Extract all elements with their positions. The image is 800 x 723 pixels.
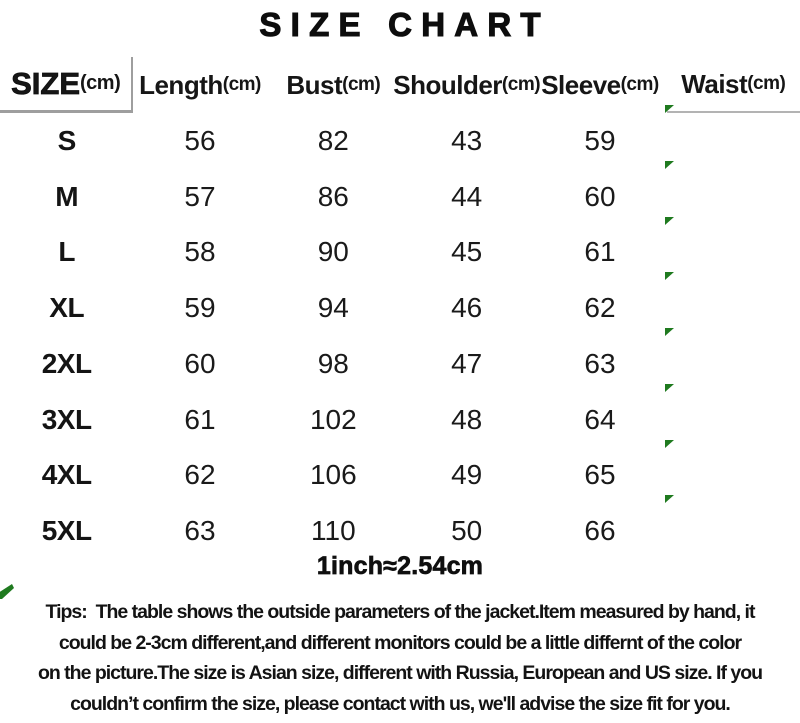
table-row-5xl-waist bbox=[667, 503, 800, 559]
column-header-size-unit: (cm) bbox=[80, 72, 121, 94]
column-header-sleeve-label: Sleeve bbox=[541, 69, 621, 100]
table-row-5xl-bust: 110 bbox=[311, 515, 356, 547]
table-row-m-waist bbox=[667, 169, 800, 225]
column-header-waist bbox=[667, 57, 800, 113]
table-row-5xl-size: 5XL bbox=[41, 515, 92, 547]
green-corner-marker-icon bbox=[665, 495, 674, 503]
table-row-m-shoulder: 44 bbox=[451, 180, 483, 212]
table-row-s-waist bbox=[667, 113, 800, 169]
table-row-xl-waist bbox=[667, 280, 800, 336]
table-row-3xl-length: 61 bbox=[184, 403, 216, 435]
table-row-xl-length: 59 bbox=[184, 292, 216, 324]
table-row-3xl-waist bbox=[667, 392, 800, 448]
column-header-length bbox=[133, 57, 266, 113]
table-row-s-size: S bbox=[57, 124, 76, 156]
green-corner-marker-icon bbox=[665, 440, 674, 448]
green-corner-marker-icon bbox=[665, 217, 674, 225]
table-row-s-shoulder: 43 bbox=[451, 124, 483, 156]
green-corner-marker-icon bbox=[665, 384, 674, 392]
green-corner-marker-icon bbox=[665, 328, 674, 336]
table-row-l-sleeve: 61 bbox=[584, 236, 616, 268]
column-header-waist-unit: (cm) bbox=[747, 73, 786, 94]
column-header-bust bbox=[267, 57, 400, 113]
table-row-m-size: M bbox=[55, 180, 79, 212]
table-row-2xl-waist bbox=[667, 336, 800, 392]
table-row-l-bust: 90 bbox=[317, 236, 349, 268]
table-row-4xl-bust: 106 bbox=[309, 459, 357, 491]
column-header-length-unit: (cm) bbox=[222, 74, 261, 95]
green-corner-marker-icon bbox=[665, 272, 674, 280]
table-row-4xl-waist bbox=[667, 448, 800, 504]
table-row-xl-shoulder: 46 bbox=[451, 292, 483, 324]
table-row-2xl-shoulder: 47 bbox=[451, 347, 483, 379]
table-row-m-sleeve: 60 bbox=[584, 180, 616, 212]
table-row-5xl-sleeve: 66 bbox=[584, 515, 616, 547]
page-title-wrap bbox=[0, 6, 800, 44]
table-row-s-bust: 82 bbox=[317, 124, 349, 156]
column-header-size bbox=[0, 57, 133, 113]
tips-line-4: couldn’t confirm the size, please contact with us, we'll advise the size fit for you. bbox=[70, 692, 730, 715]
green-corner-marker-icon bbox=[665, 161, 674, 169]
column-header-bust-unit: (cm) bbox=[342, 74, 381, 95]
table-row-2xl-size: 2XL bbox=[41, 347, 92, 379]
table-row-l-length: 58 bbox=[184, 236, 216, 268]
tips-line-1: Tips: The table shows the outside parameters of the jacket.Item measured by hand, it bbox=[45, 601, 755, 623]
table-row-4xl-sleeve: 65 bbox=[584, 459, 616, 491]
table-row-xl-bust: 94 bbox=[317, 292, 349, 324]
table-row-xl-sleeve: 62 bbox=[584, 292, 616, 324]
column-header-sleeve-unit: (cm) bbox=[620, 74, 659, 95]
table-row-3xl-sleeve: 64 bbox=[584, 403, 616, 435]
inch-conversion-wrap bbox=[0, 552, 800, 581]
table-row-m-bust: 86 bbox=[317, 180, 349, 212]
table-row-4xl-length: 62 bbox=[184, 459, 216, 491]
column-header-shoulder-label: Shoulder bbox=[393, 69, 502, 100]
column-header-bust-label: Bust bbox=[286, 69, 343, 100]
column-header-size-label: SIZE bbox=[11, 65, 80, 101]
column-header-waist-label: Waist bbox=[681, 68, 748, 99]
size-chart-table bbox=[0, 57, 800, 559]
table-row-l-size: L bbox=[58, 236, 75, 268]
column-header-shoulder bbox=[393, 57, 541, 113]
table-row-2xl-length: 60 bbox=[184, 347, 216, 379]
green-corner-marker-icon bbox=[665, 105, 674, 113]
table-row-2xl-bust: 98 bbox=[317, 347, 349, 379]
tips-line-2: could be 2-3cm different,and different monitors could be a little differnt of the color bbox=[58, 631, 742, 654]
table-row-xl-size: XL bbox=[49, 292, 85, 324]
table-row-3xl-size: 3XL bbox=[41, 403, 92, 435]
table-row-l-waist bbox=[667, 225, 800, 281]
table-row-3xl-bust: 102 bbox=[309, 403, 357, 435]
inch-conversion-note: 1inch≈2.54cm bbox=[316, 552, 484, 580]
table-row-l-shoulder: 45 bbox=[451, 236, 483, 268]
tips-line-3: on the picture.The size is Asian size, different with Russia, European and US size. If you bbox=[37, 662, 763, 685]
table-row-s-length: 56 bbox=[184, 124, 216, 156]
table-row-2xl-sleeve: 63 bbox=[584, 347, 616, 379]
column-header-sleeve bbox=[533, 57, 666, 113]
tips-paragraph bbox=[0, 597, 800, 719]
table-row-3xl-shoulder: 48 bbox=[451, 403, 483, 435]
page-title: SIZE CHART bbox=[259, 6, 550, 43]
table-row-5xl-shoulder: 50 bbox=[451, 515, 483, 547]
column-header-length-label: Length bbox=[139, 69, 223, 100]
table-row-4xl-shoulder: 49 bbox=[451, 459, 483, 491]
table-row-s-sleeve: 59 bbox=[584, 124, 616, 156]
table-row-5xl-length: 63 bbox=[184, 515, 216, 547]
table-row-4xl-size: 4XL bbox=[41, 459, 92, 491]
table-row-m-length: 57 bbox=[184, 180, 216, 212]
column-header-shoulder-unit: (cm) bbox=[501, 74, 541, 95]
